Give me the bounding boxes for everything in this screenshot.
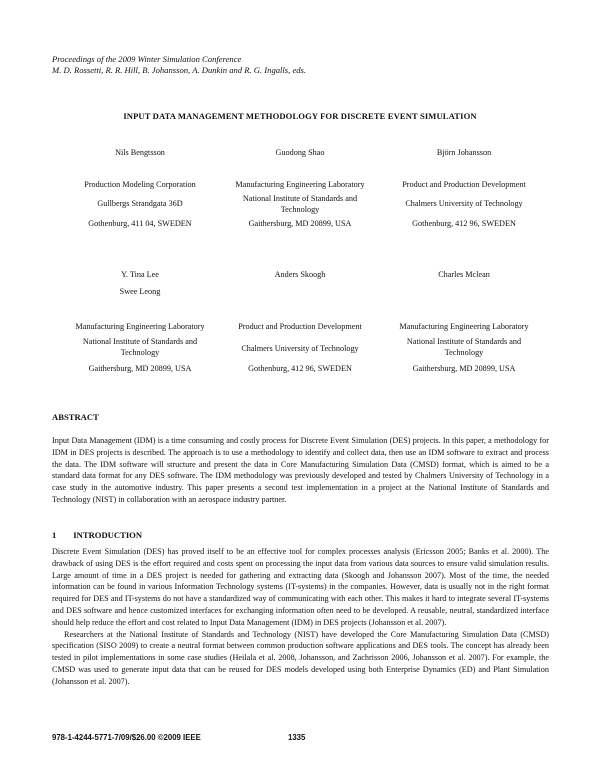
introduction-body xyxy=(52,546,549,688)
intro-paragraph-1: Discrete Event Simulation (DES) has proved itself to be an effective tool for complex processes analysis (Ericsson 2005; Banks et al. 2000). The drawback of using DES is the effort required and costs spent on processing the input data from various data sources to ensure valid simulation results. Large amount of time in a DES project is needed for gathering and extracting data (Skoogh and Johansson 2007). Most of the time, the needed information can be found in various Information Technology systems (IT-systems) in the companies. However, data is usually not in the right format required for DES and IT-systems do not have a standardized way of communicating with each other. This makes it hard to integrate several IT-systems and DES software and hence customized interfaces for exchanging information often need to be developed. A reusable, neutral, standardized interface should help reduce the effort and cost related to Input Data Management (IDM) in DES projects (Johansson et al. 2007). xyxy=(52,547,549,627)
paper-title: INPUT DATA MANAGEMENT METHODOLOGY FOR DISCRETE EVENT SIMULATION xyxy=(123,111,477,121)
author-block-bengtsson xyxy=(52,148,228,238)
author-name: Nils Bengtsson xyxy=(115,148,165,157)
intro-paragraph-2: Researchers at the National Institute of Standards and Technology (NIST) have developed the Core Manufacturing Simulation Data (CMSD) specification (SISO 2009) to create a neutral format between common production software applications and DES tools. The concept has already been tested in pilot implementations in some case studies (Heilala et al. 2008, Johansson, and Zachrisson 2006, Johansson et al. 2007). For example, the CMSD was used to generate input data that can be reused for DES models developed using both Enterprise Dynamics (ED) and Plant Simulation (Johansson et al. 2007). xyxy=(52,629,549,686)
author-institute: Chalmers University of Technology xyxy=(405,199,523,208)
author-institute: Chalmers University of Technology xyxy=(241,344,359,353)
author-city: Gaithersburg, MD 20899, USA xyxy=(88,364,192,373)
author-affiliation: Manufacturing Engineering Laboratory xyxy=(75,322,205,331)
author-city: Gothenburg, 412 96, SWEDEN xyxy=(412,219,516,228)
author-affiliation: Production Modeling Corporation xyxy=(84,180,196,189)
author-affiliation: Product and Production Development xyxy=(402,180,526,189)
section-title: INTRODUCTION xyxy=(73,530,143,540)
author-name: Anders Skoogh xyxy=(274,270,326,279)
author-block-mclean xyxy=(376,270,552,380)
author-address: Gullbergs Strandgata 36D xyxy=(97,199,183,208)
author-block-shao xyxy=(212,148,388,238)
author-city: Gothenburg, 412 96, SWEDEN xyxy=(248,364,352,373)
page-number: 1335 xyxy=(288,733,306,742)
author-city: Gaithersburg, MD 20899, USA xyxy=(412,364,516,373)
author-name: Guodong Shao xyxy=(275,148,325,157)
author-institute: National Institute of Standards and Technology xyxy=(406,337,522,357)
section-number: 1 xyxy=(52,530,57,540)
author-name: Y. Tina Lee xyxy=(121,270,159,279)
author-city: Gothenburg, 411 04, SWEDEN xyxy=(88,219,192,228)
author-block-lee-leong xyxy=(52,270,228,380)
abstract-body xyxy=(52,435,549,506)
abstract-heading: ABSTRACT xyxy=(52,412,99,422)
proceedings-line-1: Proceedings of the 2009 Winter Simulation Conference xyxy=(52,54,242,64)
footer-isbn: 978-1-4244-5771-7/09/$26.00 ©2009 IEEE xyxy=(52,733,201,742)
author-institute: National Institute of Standards and Technology xyxy=(242,194,358,214)
author-institute: National Institute of Standards and Technology xyxy=(82,337,198,357)
abstract-text: Input Data Management (IDM) is a time consuming and costly process for Discrete Event Simulation (DES) projects. In this paper, a methodology for IDM in DES projects is described. The approach is to use a methodology to identify and collect data, then use an IDM software to extract and process the data. The IDM software will structure and present the data in Core Manufacturing Simulation Data (CMSD) format, which is aimed to be a standard data format for any DES software. The IDM methodology was previously developed and tested by Chalmers University of Technology in a case study in the automotive industry. This paper presents a second test implementation in a project at the National Institute of Standards and Technology (NIST) in collaboration with an aerospace industry partner. xyxy=(52,436,549,504)
author-city: Gaithersburg, MD 20899, USA xyxy=(248,219,352,228)
proceedings-line-2: M. D. Rossetti, R. R. Hill, B. Johansson, A. Dunkin and R. G. Ingalls, eds. xyxy=(52,65,307,75)
author-affiliation: Product and Production Development xyxy=(238,322,362,331)
author-block-skoogh xyxy=(212,270,388,380)
author-affiliation: Manufacturing Engineering Laboratory xyxy=(235,180,365,189)
author-name-2: Swee Leong xyxy=(119,287,161,296)
section-heading-introduction xyxy=(52,530,142,540)
author-name: Charles Mclean xyxy=(438,270,490,279)
author-affiliation: Manufacturing Engineering Laboratory xyxy=(399,322,529,331)
author-block-johansson xyxy=(376,148,552,238)
author-name: Björn Johansson xyxy=(436,148,492,157)
